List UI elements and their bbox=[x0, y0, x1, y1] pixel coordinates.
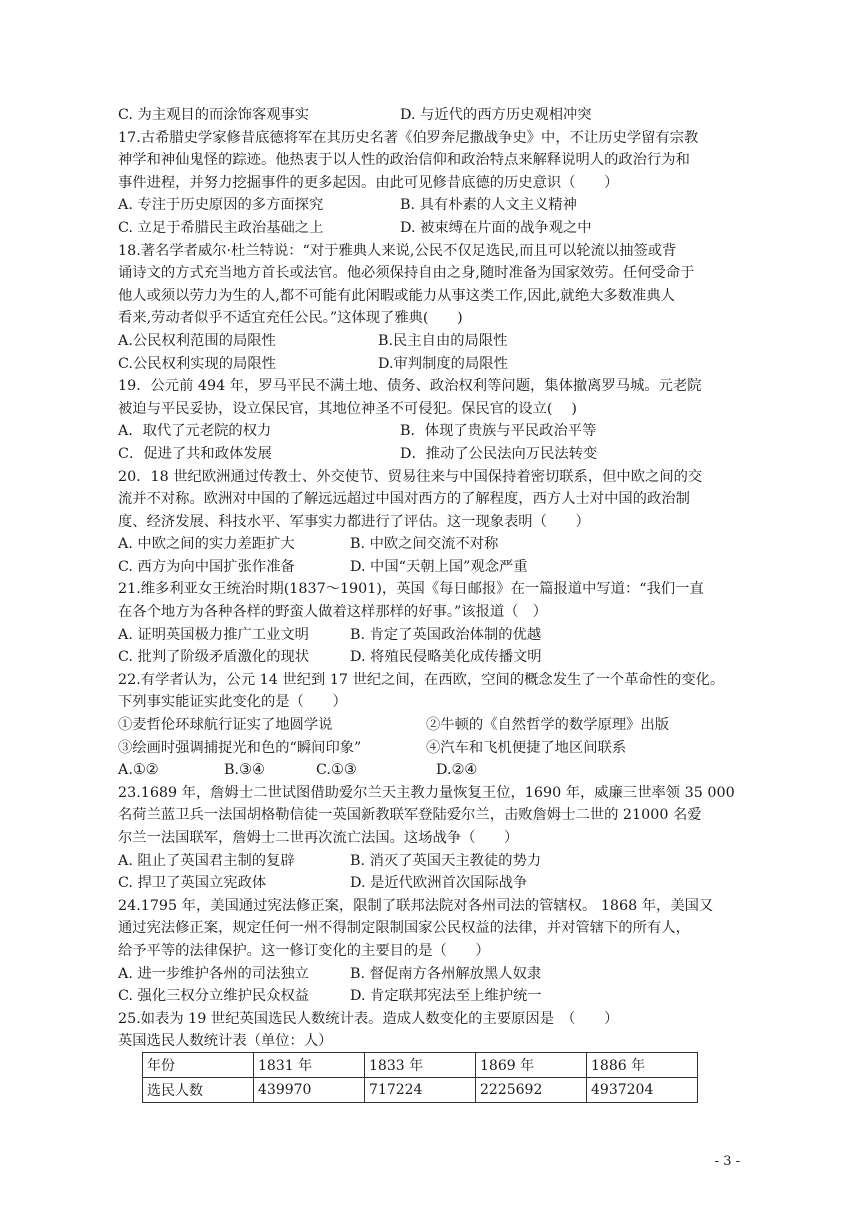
table-row bbox=[143, 1078, 698, 1103]
option-a: A.公民权利范围的局限性 bbox=[118, 332, 276, 349]
option-a: A. 中欧之间的实力差距扩大 bbox=[118, 536, 295, 553]
table-caption: 英国选民人数统计表（单位：人） bbox=[118, 1033, 333, 1050]
option-c: C. 立足于希腊民主政治基础之上 bbox=[118, 219, 324, 236]
option-b: B. 具有朴素的人文主义精神 bbox=[400, 197, 577, 214]
q21-options-cd bbox=[118, 646, 740, 669]
q17-stem: 事件进程，并努力挖掘事件的更多起因。由此可见修昔底德的历史意识（ ） bbox=[118, 174, 619, 191]
q24-stem: 通过宪法修正案，规定任何一州不得制定限制国家公民权益的法律，并对管辖下的所有人， bbox=[118, 920, 690, 937]
option-d: D. 将殖民侵略美化成传播文明 bbox=[350, 649, 542, 666]
table-cell: 1886 年 bbox=[587, 1053, 698, 1078]
table-cell: 年份 bbox=[143, 1053, 254, 1078]
q23-options-ab bbox=[118, 850, 740, 873]
item-3: ③绘画时强调捕捉光和色的“瞬间印象” bbox=[118, 739, 362, 756]
q17-options-ab bbox=[118, 194, 740, 217]
option-d: D. 是近代欧洲首次国际战争 bbox=[350, 875, 528, 892]
option-b: B. 督促南方各州解放黑人奴隶 bbox=[350, 965, 542, 982]
option-b: B.民主自由的局限性 bbox=[378, 332, 508, 349]
q24-options-cd bbox=[118, 985, 740, 1008]
item-1: ①麦哲伦环球航行证实了地圆学说 bbox=[118, 717, 333, 734]
q22-items-12 bbox=[118, 714, 740, 737]
q21-stem: 21.维多利亚女王统治时期(1837～1901)，英国《每日邮报》在一篇报道中写道：“我们一直 bbox=[118, 581, 704, 598]
option-b: B. 肯定了英国政治体制的优越 bbox=[350, 626, 542, 643]
option-d: D.②④ bbox=[436, 762, 478, 779]
option-c: C.①③ bbox=[316, 762, 357, 779]
option-a: A.①② bbox=[118, 762, 159, 779]
option-c: C.公民权利实现的局限性 bbox=[118, 355, 276, 372]
q19-options-ab bbox=[118, 420, 740, 443]
table-cell: 439970 bbox=[254, 1078, 365, 1103]
q21-options-ab bbox=[118, 624, 740, 647]
option-a: A. 进一步维护各州的司法独立 bbox=[118, 965, 309, 982]
q18-options-cd bbox=[118, 353, 740, 376]
table-cell: 1831 年 bbox=[254, 1053, 365, 1078]
q18-options-ab bbox=[118, 330, 740, 353]
q20-options-cd bbox=[118, 556, 740, 579]
option-d: D. 被束缚在片面的战争观之中 bbox=[400, 219, 592, 236]
q22-stem: 下列事实能证实此变化的是（ ） bbox=[118, 694, 347, 711]
option-c: C. 捍卫了英国立宪政体 bbox=[118, 875, 267, 892]
q20-options-ab bbox=[118, 533, 740, 556]
option-a: A. 证明英国极力推广工业文明 bbox=[118, 626, 309, 643]
q18-stem: 18.著名学者威尔·杜兰特说：“对于雅典人来说,公民不仅足选民,而且可以轮流以抽签或背 bbox=[118, 242, 677, 259]
q17-stem: 17.古希腊史学家修昔底德将军在其历史名著《伯罗奔尼撒战争史》中，不让历史学留有宗教 bbox=[118, 129, 699, 146]
question-text bbox=[118, 104, 740, 1052]
option-c: C. 强化三权分立维护民众权益 bbox=[118, 988, 310, 1005]
option-b: B.③④ bbox=[224, 762, 265, 779]
option-a: A. 阻止了英国君主制的复辟 bbox=[118, 852, 295, 869]
option-d: D. 中国“天朝上国”观念严重 bbox=[350, 558, 528, 575]
q16-options-cd bbox=[118, 104, 740, 127]
option-b: B. 中欧之间交流不对称 bbox=[350, 536, 499, 553]
q24-options-ab bbox=[118, 963, 740, 986]
table-cell: 717224 bbox=[365, 1078, 476, 1103]
q22-stem: 22.有学者认为，公元 14 世纪到 17 世纪之间，在西欧，空间的概念发生了一个革命性的变化。 bbox=[118, 671, 725, 688]
q19-options-cd bbox=[118, 443, 740, 466]
q20-stem: 度、经济发展、科技水平、军事实力都进行了评估。这一现象表明（ ） bbox=[118, 513, 590, 530]
q22-options bbox=[118, 759, 740, 782]
table-cell: 1833 年 bbox=[365, 1053, 476, 1078]
q20-stem: 流并不对称。欧洲对中国的了解远远超过中国对西方的了解程度，西方人士对中国的政治制 bbox=[118, 491, 690, 508]
q17-stem: 神学和神仙鬼怪的踪迹。他热衷于以人性的政治信仰和政治特点来解释说明人的政治行为和 bbox=[118, 152, 690, 169]
option-d: D. 与近代的西方历史观相冲突 bbox=[400, 107, 592, 123]
q23-options-cd bbox=[118, 872, 740, 895]
q19-stem: 被迫与平民妥协，设立保民官，其地位神圣不可侵犯。保民官的设立( ) bbox=[118, 400, 577, 417]
item-4: ④汽车和飞机便捷了地区间联系 bbox=[426, 739, 627, 756]
option-b: B. 消灭了英国天主教徒的势力 bbox=[350, 852, 542, 869]
option-d: D. 肯定联邦宪法至上维护统一 bbox=[350, 988, 542, 1005]
option-d: D．推动了公民法向万民法转变 bbox=[400, 445, 598, 462]
option-c: C．促进了共和政体发展 bbox=[118, 445, 272, 462]
q17-options-cd bbox=[118, 217, 740, 240]
q20-stem: 20．18 世纪欧洲通过传教士、外交使节、贸易往来与中国保持着密切联系，但中欧之间的交 bbox=[118, 468, 703, 485]
q18-stem: 看来,劳动者似乎不适宜充任公民。”这体现了雅典( ) bbox=[118, 310, 463, 327]
item-2: ②牛顿的《自然哲学的数学原理》出版 bbox=[426, 717, 670, 734]
q23-stem: 尔兰一法国联军，詹姆士二世再次流亡法国。这场战争（ ） bbox=[118, 830, 519, 846]
table-header-row bbox=[143, 1053, 698, 1078]
option-b: B．体现了贵族与平民政治平等 bbox=[400, 423, 597, 440]
q18-stem: 他人或须以劳力为生的人,都不可能有此闲暇或能力从事这类工作,因此,就绝大多数准典人 bbox=[118, 287, 675, 304]
option-a: A．取代了元老院的权力 bbox=[118, 423, 272, 440]
voter-stats-table bbox=[142, 1052, 698, 1103]
table-cell: 2225692 bbox=[476, 1078, 587, 1103]
q22-items-34 bbox=[118, 737, 740, 760]
option-c: C. 为主观目的而涂饰客观事实 bbox=[118, 107, 310, 123]
q24-stem: 24.1795 年，美国通过宪法修正案，限制了联邦法院对各州司法的管辖权。 1868 年，美国又 bbox=[118, 897, 714, 914]
table-cell: 选民人数 bbox=[143, 1078, 254, 1103]
q24-stem: 给予平等的法律保护。这一修订变化的主要目的是（ ） bbox=[118, 942, 490, 959]
page-number: - 3 - bbox=[714, 1154, 740, 1169]
q18-stem: 诵诗文的方式充当地方首长或法官。他必须保持自由之身,随时准备为国家效劳。任何受命于 bbox=[118, 265, 695, 282]
q25-stem: 25.如表为 19 世纪英国选民人数统计表。造成人数变化的主要原因是 （ ） bbox=[118, 1010, 619, 1027]
q21-stem: 在各个地方为各种各样的野蛮人做着这样那样的好事。”该报道（ ） bbox=[118, 604, 548, 621]
q19-stem: 19．公元前 494 年，罗马平民不满土地、债务、政治权利等问题，集体撤离罗马城。元老院 bbox=[118, 378, 702, 395]
q23-stem: 23.1689 年，詹姆士二世试图借助爱尔兰天主教力量恢复王位，1690 年，威廉三世率领 35 000 bbox=[118, 784, 735, 801]
option-d: D.审判制度的局限性 bbox=[378, 355, 508, 372]
option-c: C. 批判了阶级矛盾激化的现状 bbox=[118, 649, 310, 666]
table-cell: 4937204 bbox=[587, 1078, 698, 1103]
table-cell: 1869 年 bbox=[476, 1053, 587, 1078]
q23-stem: 名荷兰蓝卫兵一法国胡格勒信徒一英国新教联军登陆爱尔兰，击败詹姆士二世的 21000 名爱 bbox=[118, 807, 702, 824]
option-c: C. 西方为向中国扩张作准备 bbox=[118, 558, 295, 575]
option-a: A. 专注于历史原因的多方面探究 bbox=[118, 197, 324, 214]
